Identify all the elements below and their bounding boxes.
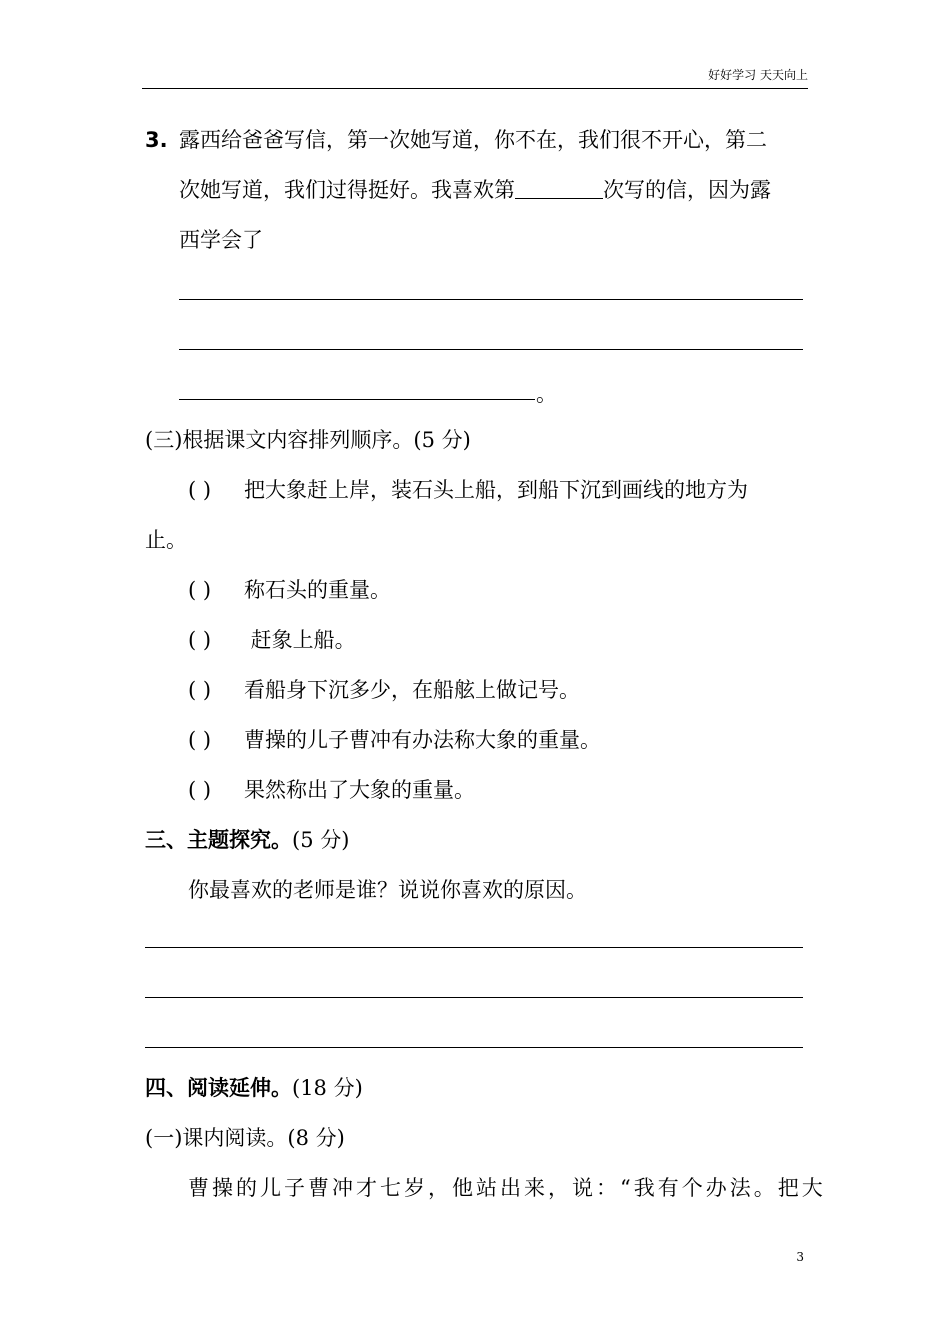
- answer-end-mark: 。: [536, 382, 557, 406]
- question-3-line-1: 露西给爸爸写信，第一次她写道，你不在，我们很不开心，第二: [179, 128, 767, 152]
- section-three-heading: [145, 826, 349, 854]
- ordering-section-title: (三)根据课文内容排列顺序。(5 分): [145, 428, 471, 452]
- ordering-item-text: 把大象赶上岸，装石头上船，到船下沉到画线的地方为: [244, 478, 748, 502]
- ordering-item-text: 果然称出了大象的重量。: [244, 778, 475, 802]
- section-three-title: 三、主题探究。: [145, 828, 292, 852]
- section-three-prompt: 你最喜欢的老师是谁？说说你喜欢的原因。: [188, 878, 587, 902]
- reading-subsection-title: (一)课内阅读。(8 分): [145, 1126, 345, 1150]
- reading-passage-line: 曹操的儿子曹冲才七岁，他站出来，说：“我有个办法。把大: [188, 1176, 826, 1200]
- question-number: 3.: [145, 128, 168, 152]
- ordering-item-text: 称石头的重量。: [244, 578, 391, 602]
- question-3-number: [145, 126, 168, 154]
- answer-blank-inline[interactable]: [515, 178, 603, 199]
- ordering-item-text: 赶象上船。: [244, 628, 356, 652]
- ordering-item: [188, 626, 356, 654]
- section-three-score: (5 分): [292, 828, 350, 852]
- ordering-item: [188, 476, 748, 504]
- ordering-item-text: 看船身下沉多少，在船舷上做记号。: [244, 678, 580, 702]
- page-header-text: 好好学习 天天向上: [708, 68, 808, 82]
- answer-line-4[interactable]: [145, 947, 803, 948]
- answer-line-6[interactable]: [145, 1047, 803, 1048]
- question-3-line-2-end: 次写的信，因为露: [603, 178, 771, 202]
- order-blank[interactable]: ( ): [188, 478, 212, 502]
- order-blank[interactable]: ( ): [188, 578, 212, 602]
- order-blank[interactable]: ( ): [188, 778, 212, 802]
- ordering-item-continuation: 止。: [145, 528, 187, 552]
- answer-line-3[interactable]: [179, 399, 535, 400]
- section-four-heading: [145, 1074, 363, 1102]
- ordering-item: [188, 726, 601, 754]
- ordering-item-text: 曹操的儿子曹冲有办法称大象的重量。: [244, 728, 601, 752]
- question-3-line-3: 西学会了: [179, 228, 263, 252]
- order-blank[interactable]: ( ): [188, 678, 212, 702]
- question-3-line-2: [179, 176, 771, 204]
- ordering-item: [188, 576, 391, 604]
- answer-line-5[interactable]: [145, 997, 803, 998]
- answer-line-1[interactable]: [179, 299, 803, 300]
- ordering-item: [188, 676, 580, 704]
- question-3-line-2-start: 次她写道，我们过得挺好。我喜欢第: [179, 178, 515, 202]
- order-blank[interactable]: ( ): [188, 728, 212, 752]
- header-rule: [142, 88, 808, 89]
- order-blank[interactable]: ( ): [188, 628, 212, 652]
- section-four-title: 四、阅读延伸。: [145, 1076, 292, 1100]
- answer-line-2[interactable]: [179, 349, 803, 350]
- section-four-score: (18 分): [292, 1076, 363, 1100]
- page-number: 3: [796, 1250, 804, 1264]
- ordering-item: [188, 776, 475, 804]
